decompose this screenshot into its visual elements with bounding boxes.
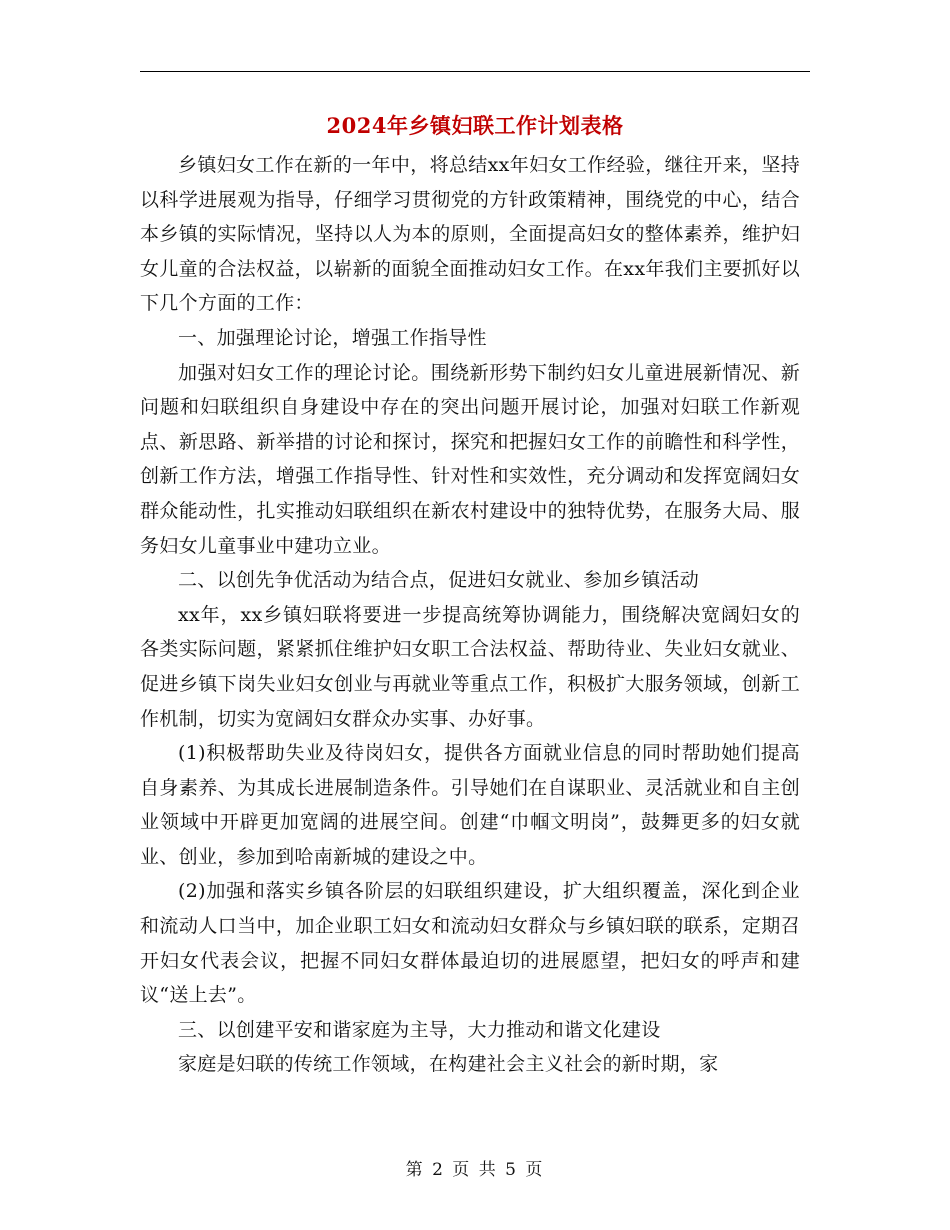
paragraph-item-2: (2)加强和落实乡镇各阶层的妇联组织建设，扩大组织覆盖，深化到企业和流动人口当中，加企业职工妇女和流动妇女群众与乡镇妇联的联系，定期召开妇女代表会议，把握不同妇女群体最迫切的进展愿望，把妇女的呼声和建议“送上去”。 <box>140 880 800 1007</box>
paragraph-employment: xx年，xx乡镇妇联将要进一步提高统筹协调能力，围绕解决宽阔妇女的各类实际问题，紧紧抓住维护妇女职工合法权益、帮助待业、失业妇女就业、促进乡镇下岗失业妇女创业与再就业等重点工作，积极扩大服务领域，创新工作机制，切实为宽阔妇女群众办实事、办好事。 <box>140 603 800 730</box>
section-heading-1: 一、加强理论讨论，增强工作指导性 <box>178 326 487 349</box>
document-body <box>140 148 800 1082</box>
page-title: 2024年乡镇妇联工作计划表格 <box>326 113 624 138</box>
paragraph-family: 家庭是妇联的传统工作领域，在构建社会主义社会的新时期，家 <box>178 1053 719 1076</box>
header-rule <box>140 71 810 72</box>
paragraph-item-1: (1)积极帮助失业及待岗妇女，提供各方面就业信息的同时帮助她们提高自身素养、为其成长进展制造条件。引导她们在自谋职业、灵活就业和自主创业领域中开辟更加宽阔的进展空间。创建“巾帼文明岗”，鼓舞更多的妇女就业、创业，参加到哈南新城的建设之中。 <box>140 742 800 868</box>
section-heading-3: 三、以创建平安和谐家庭为主导，大力推动和谐文化建设 <box>178 1018 661 1041</box>
paragraph-theory: 加强对妇女工作的理论讨论。围绕新形势下制约妇女儿童进展新情况、新问题和妇联组织自身建设中存在的突出问题开展讨论，加强对妇联工作新观点、新思路、新举措的讨论和探讨，探究和把握妇女工作的前瞻性和科学性，创新工作方法，增强工作指导性、针对性和实效性，充分调动和发挥宽阔妇女群众能动性，扎实推动妇联组织在新农村建设中的独特优势，在服务大局、服务妇女儿童事业中建功立业。 <box>140 361 800 557</box>
paragraph-intro: 乡镇妇女工作在新的一年中，将总结xx年妇女工作经验，继往开来，坚持以科学进展观为指导，仔细学习贯彻党的方针政策精神，围绕党的中心，结合本乡镇的实际情况，坚持以人为本的原则，全面提高妇女的整体素养，维护妇女儿童的合法权益，以崭新的面貌全面推动妇女工作。在xx年我们主要抓好以下几个方面的工作： <box>140 154 800 315</box>
section-heading-2: 二、以创先争优活动为结合点，促进妇女就业、参加乡镇活动 <box>178 569 700 592</box>
page-number-footer: 第 2 页 共 5 页 <box>405 1160 545 1180</box>
